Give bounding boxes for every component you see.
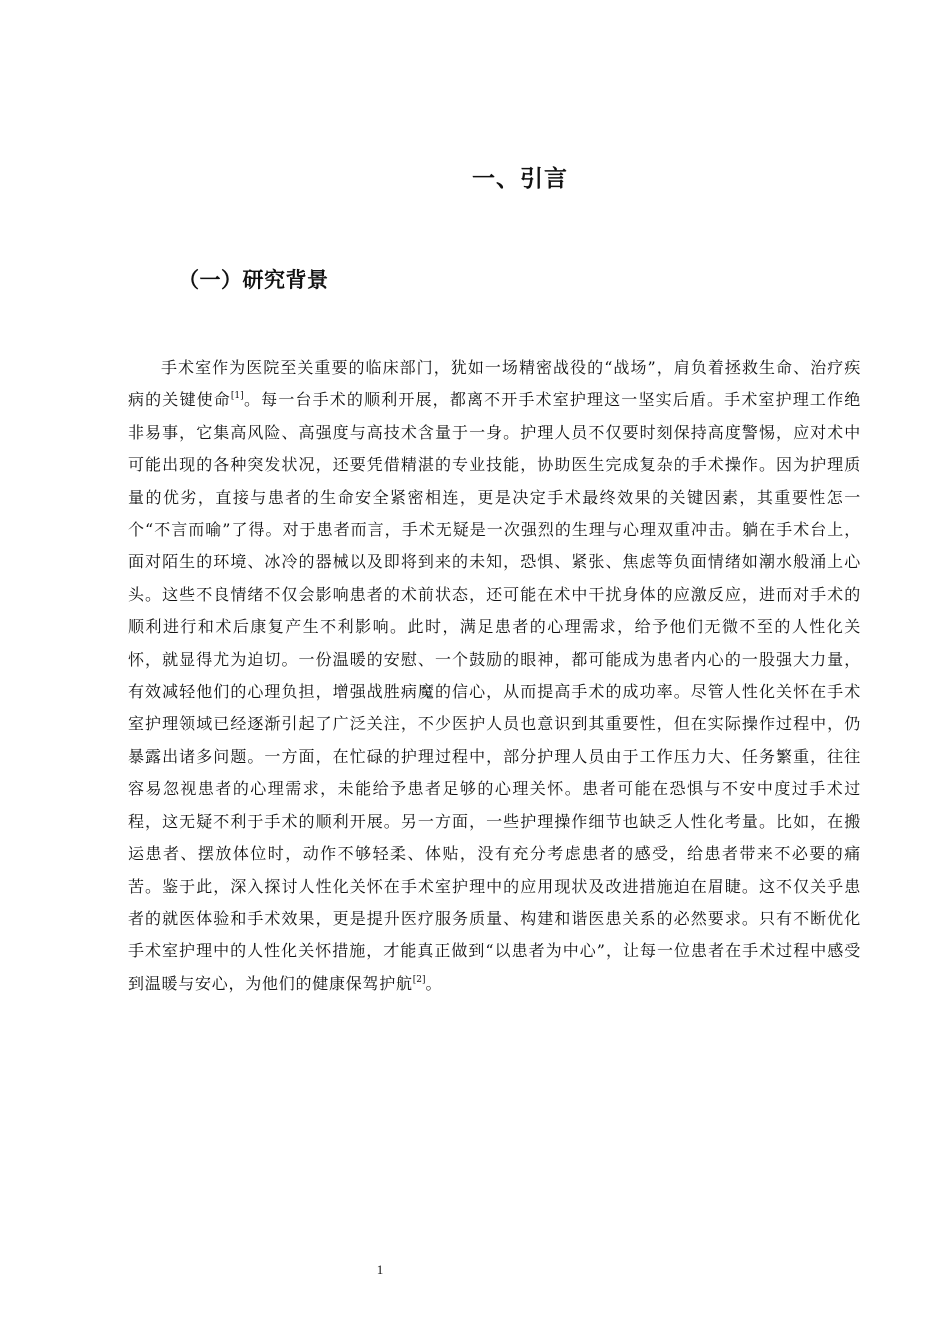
section-title: （一）研究背景 [178,268,329,292]
citation-2[interactable]: [2] [412,974,426,985]
page-number: 1 [376,1262,384,1277]
paragraph-text-part-3: 。 [425,973,443,993]
body-paragraph [128,352,861,1000]
citation-1[interactable]: [1] [230,391,244,402]
paragraph-text-part-1: 手术室作为医院至关重要的临床部门，犹如一场精密战役的“战场”，肩负着拯救生命、治疗疾病的关键使命 [128,358,861,410]
paragraph-text-part-2: 。每一台手术的顺利开展，都离不开手术室护理这一坚实后盾。手术室护理工作绝非易事，它集高风险、高强度与高技术含量于一身。护理人员不仅要时刻保持高度警惕，应对术中可能出现的各种突发状况，还要凭借精湛的专业技能，协助医生完成复杂的手术操作。因为护理质量的优劣，直接与患者的生命安全紧密相连，更是决定手术最终效果的关键因素，其重要性怎一个“不言而喻”了得。对于患者而言，手术无疑是一次强烈的生理与心理双重冲击。躺在手术台上，面对陌生的环境、冰冷的器械以及即将到来的未知，恐惧、紧张、焦虑等负面情绪如潮水般涌上心头。这些不良情绪不仅会影响患者的术前状态，还可能在术中干扰身体的应激反应，进而对手术的顺利进行和术后康复产生不利影响。此时，满足患者的心理需求，给予他们无微不至的人性化关怀，就显得尤为迫切。一份温暖的安慰、一个鼓励的眼神，都可能成为患者内心的一股强大力量，有效减轻他们的心理负担，增强战胜病魔的信心，从而提高手术的成功率。尽管人性化关怀在手术室护理领域已经逐渐引起了广泛关注，不少医护人员也意识到其重要性，但在实际操作过程中，仍暴露出诸多问题。一方面，在忙碌的护理过程中，部分护理人员由于工作压力大、任务繁重，往往容易忽视患者的心理需求，未能给予患者足够的心理关怀。患者可能在恐惧与不安中度过手术过程，这无疑不利于手术的顺利开展。另一方面，一些护理操作细节也缺乏人性化考量。比如，在搬运患者、摆放体位时，动作不够轻柔、体贴，没有充分考虑患者的感受，给患者带来不必要的痛苦。鉴于此，深入探讨人性化关怀在手术室护理中的应用现状及改进措施迫在眉睫。这不仅关乎患者的就医体验和手术效果，更是提升医疗服务质量、构建和谐医患关系的必然要求。只有不断优化手术室护理中的人性化关怀措施，才能真正做到“以患者为中心”，让每一位患者在手术过程中感受到温暖与安心，为他们的健康保驾护航 [128,390,861,993]
chapter-title: 一、引言 [472,166,568,192]
